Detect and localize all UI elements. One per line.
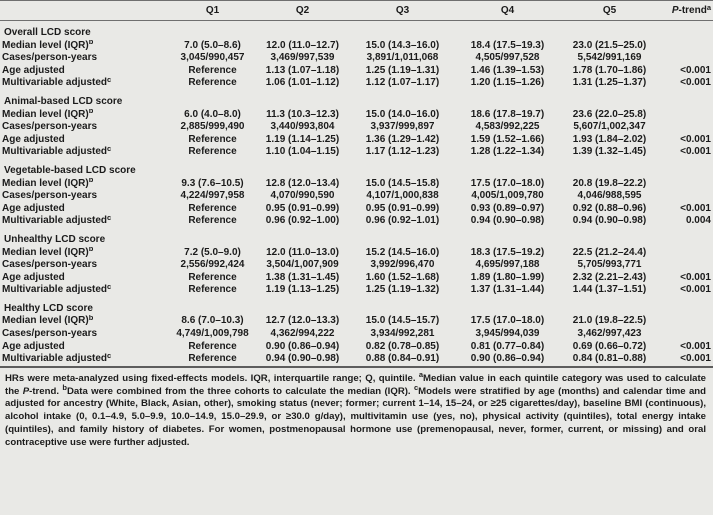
value-cell: 12.7 (12.0–13.3) bbox=[265, 315, 340, 327]
p-trend-cell bbox=[659, 109, 713, 122]
value-cell: 3,937/999,897 bbox=[370, 121, 435, 133]
value-cell: 17.5 (17.0–18.0) bbox=[470, 315, 545, 327]
value-cell: 5,607/1,002,347 bbox=[573, 121, 646, 133]
value-cell: 2.32 (2.21–2.43) bbox=[572, 271, 647, 283]
value-cell: 0.94 (0.90–0.98) bbox=[265, 353, 340, 365]
row-label-superscript: b bbox=[88, 246, 94, 253]
value-cell: 8.6 (7.0–10.3) bbox=[181, 315, 244, 327]
footnote-text: P bbox=[22, 385, 30, 397]
p-trend-cell bbox=[659, 178, 713, 191]
value-cell: 0.96 (0.92–1.00) bbox=[265, 215, 340, 227]
row-label: Age adjusted bbox=[2, 340, 65, 352]
value-cell: 12.0 (11.0–13.0) bbox=[266, 246, 339, 258]
table-row bbox=[0, 247, 713, 260]
p-trend-cell: <0.001 bbox=[680, 284, 711, 296]
value-cell: 3,045/990,457 bbox=[180, 52, 245, 64]
p-trend-cell: <0.001 bbox=[680, 64, 711, 76]
value-cell: 5,542/991,169 bbox=[577, 52, 642, 64]
value-cell: 1.60 (1.52–1.68) bbox=[365, 271, 440, 283]
value-cell: Reference bbox=[188, 202, 237, 214]
section-title: Overall LCD score bbox=[4, 27, 91, 38]
table-row bbox=[0, 109, 713, 122]
value-cell: 18.4 (17.5–19.3) bbox=[470, 39, 545, 51]
row-label: Cases/person-years bbox=[2, 190, 98, 202]
corner-cell bbox=[0, 1, 170, 21]
p-trend-cell bbox=[659, 40, 713, 53]
row-label: Median level (IQR)$^b$ bbox=[0, 40, 170, 53]
value-cell: 0.90 (0.86–0.94) bbox=[265, 340, 340, 352]
value-cell: 1.44 (1.37–1.51) bbox=[572, 284, 647, 296]
value-cell: 1.19 (1.14–1.25) bbox=[265, 133, 340, 145]
value-cell: 1.12 (1.07–1.17) bbox=[365, 77, 440, 89]
value-cell: 4,362/994,222 bbox=[270, 328, 335, 340]
section-title: Healthy LCD score bbox=[4, 302, 93, 314]
row-label: Age adjusted bbox=[2, 202, 65, 214]
row-label: Median level (IQR)$^b$ bbox=[0, 178, 170, 191]
p-trend-cell bbox=[659, 52, 713, 65]
section-title: Vegetable-based LCD score bbox=[4, 164, 136, 176]
value-cell: Reference bbox=[188, 133, 237, 145]
table-row bbox=[0, 284, 713, 297]
value-cell: 1.10 (1.04–1.15) bbox=[265, 146, 340, 158]
value-cell: 3,934/992,281 bbox=[370, 328, 435, 340]
value-cell: 0.69 (0.66–0.72) bbox=[572, 340, 647, 352]
value-cell: 3,504/1,007,909 bbox=[266, 259, 339, 271]
section-title: Animal-based LCD score bbox=[4, 95, 123, 107]
value-cell: 0.82 (0.78–0.85) bbox=[365, 340, 440, 352]
value-cell: 7.2 (5.0–9.0) bbox=[184, 246, 241, 258]
footnote-superscript: b bbox=[62, 383, 67, 393]
value-cell: Reference bbox=[188, 271, 237, 283]
table-head bbox=[0, 1, 713, 21]
value-cell: 4,224/997,958 bbox=[180, 190, 245, 202]
value-cell: 1.38 (1.31–1.45) bbox=[265, 271, 340, 283]
section-row bbox=[0, 297, 713, 316]
value-cell: 1.25 (1.19–1.31) bbox=[365, 64, 440, 76]
footnote-text: Median value in each quintile category was used to calculate the bbox=[5, 372, 706, 397]
value-cell: 1.06 (1.01–1.12) bbox=[265, 77, 340, 89]
footnote-text: Models were stratified by age (months) and calendar time and adjusted for ancestry (White, Black, Asian, other), smoking status (never; former; current 1–14, 15–24, or ≥25 cigarettes/day), baseline BMI (continuous), alcohol intake (0, 0.1–4.9, 5.0–9.9, 10.0–14.9, 15.0–29.9, or ≥30.0 g/day), multivitamin use (yes, no), physical activity (quintiles), total energy intake (quintiles), and family history of diabetes. For women, postmenopausal hormone use (premenopausal, never, former, current, or missing) and oral contraceptive use were further adjusted. bbox=[5, 385, 706, 448]
value-cell: 4,695/997,188 bbox=[475, 259, 540, 271]
value-cell: Reference bbox=[188, 215, 237, 227]
value-cell: 1.59 (1.52–1.66) bbox=[470, 133, 545, 145]
value-cell: 18.3 (17.5–19.2) bbox=[470, 246, 545, 258]
section-title: Unhealthy LCD score bbox=[4, 233, 106, 245]
value-cell: 4,749/1,009,798 bbox=[176, 328, 249, 340]
value-cell: 18.6 (17.8–19.7) bbox=[470, 108, 545, 120]
value-cell: 11.3 (10.3–12.3) bbox=[266, 108, 339, 120]
row-label: Cases/person-years bbox=[2, 328, 98, 340]
value-cell: 15.2 (14.5–16.0) bbox=[365, 246, 440, 258]
value-cell: Reference bbox=[188, 77, 237, 89]
row-label-superscript: c bbox=[107, 284, 112, 291]
value-cell: 3,462/997,423 bbox=[577, 328, 642, 340]
value-cell: 15.0 (14.0–16.0) bbox=[365, 108, 440, 120]
column-header: Q2 bbox=[255, 1, 350, 21]
row-label: Median level (IQR)$^b$ bbox=[0, 315, 170, 328]
row-label: Age adjusted bbox=[2, 133, 65, 145]
column-header-p-trend: P-trend$^a$ bbox=[659, 1, 713, 21]
row-label-superscript: b bbox=[88, 108, 94, 116]
value-cell: 0.88 (0.84–0.91) bbox=[365, 353, 440, 365]
value-cell: 0.93 (0.89–0.97) bbox=[470, 202, 545, 214]
p-trend-cell bbox=[659, 328, 713, 341]
value-cell: 4,505/997,528 bbox=[475, 52, 540, 64]
value-cell: 2,556/992,424 bbox=[180, 259, 245, 271]
p-trend-cell bbox=[659, 315, 713, 328]
p-trend-cell: 0.004 bbox=[685, 215, 711, 227]
table-footnote bbox=[0, 368, 713, 450]
value-cell: Reference bbox=[188, 340, 237, 352]
p-trend-cell: <0.001 bbox=[680, 77, 711, 89]
value-cell: 0.95 (0.91–0.99) bbox=[365, 202, 440, 214]
value-cell: 0.94 (0.90–0.98) bbox=[470, 215, 545, 227]
value-cell: 1.46 (1.39–1.53) bbox=[470, 64, 545, 76]
value-cell: 4,070/990,590 bbox=[270, 190, 335, 202]
value-cell: 4,005/1,009,780 bbox=[471, 190, 544, 202]
value-cell: 1.13 (1.07–1.18) bbox=[265, 64, 340, 76]
value-cell: 15.0 (14.5–15.8) bbox=[365, 177, 440, 189]
value-cell: 21.0 (19.8–22.5) bbox=[572, 315, 647, 327]
value-cell: 1.20 (1.15–1.26) bbox=[470, 77, 545, 89]
table-row bbox=[0, 215, 713, 228]
footnote-text: -trend. bbox=[29, 385, 63, 397]
row-label: Multivariable adjusted$^c$ bbox=[0, 215, 170, 228]
p-trend-superscript: a bbox=[706, 2, 711, 12]
value-cell: 1.31 (1.25–1.37) bbox=[572, 77, 647, 89]
row-label: Median level (IQR)$^b$ bbox=[0, 109, 170, 122]
row-label: Cases/person-years bbox=[2, 121, 98, 133]
footnote-superscript: a bbox=[418, 370, 424, 380]
table-row bbox=[0, 134, 713, 147]
row-label-superscript: b bbox=[88, 315, 94, 322]
value-cell: 12.0 (11.0–12.7) bbox=[266, 39, 339, 51]
row-label: Multivariable adjusted$^c$ bbox=[0, 353, 170, 367]
value-cell: Reference bbox=[188, 64, 237, 76]
row-label-superscript: c bbox=[107, 77, 112, 84]
table-row bbox=[0, 65, 713, 78]
value-cell: 20.8 (19.8–22.2) bbox=[572, 177, 647, 189]
table-row bbox=[0, 272, 713, 285]
value-cell: 5,705/993,771 bbox=[577, 259, 642, 271]
value-cell: 1.28 (1.22–1.34) bbox=[470, 146, 545, 158]
value-cell: 4,107/1,000,838 bbox=[366, 190, 439, 202]
footnote-superscript: c bbox=[413, 383, 419, 393]
value-cell: 1.17 (1.12–1.23) bbox=[365, 146, 440, 158]
row-label: Cases/person-years bbox=[2, 259, 98, 271]
column-header: Q3 bbox=[350, 1, 455, 21]
value-cell: Reference bbox=[188, 146, 237, 158]
value-cell: 15.0 (14.5–15.7) bbox=[365, 315, 440, 327]
table-body bbox=[0, 21, 713, 367]
table-row bbox=[0, 341, 713, 354]
footnote-text: Data were combined from the three cohorts to calculate the median (IQR). bbox=[66, 385, 414, 397]
value-cell: 4,046/988,595 bbox=[577, 190, 642, 202]
p-trend-cell: <0.001 bbox=[680, 146, 711, 158]
value-cell: 3,440/993,804 bbox=[270, 121, 335, 133]
section-row bbox=[0, 90, 713, 109]
row-label: Multivariable adjusted$^c$ bbox=[0, 284, 170, 297]
value-cell: 3,469/997,539 bbox=[270, 52, 335, 64]
p-trend-cell bbox=[659, 259, 713, 272]
column-header: Q1 bbox=[170, 1, 255, 21]
value-cell: 1.93 (1.84–2.02) bbox=[572, 133, 647, 145]
value-cell: 23.6 (22.0–25.8) bbox=[572, 108, 647, 120]
table-row bbox=[0, 315, 713, 328]
section-row bbox=[0, 159, 713, 178]
value-cell: 1.39 (1.32–1.45) bbox=[572, 146, 647, 158]
row-label: Age adjusted bbox=[2, 271, 65, 283]
row-label: Multivariable adjusted$^c$ bbox=[0, 77, 170, 90]
row-label-superscript: b bbox=[88, 177, 94, 185]
row-label-superscript: c bbox=[107, 215, 112, 222]
value-cell: 3,992/996,470 bbox=[370, 259, 435, 271]
row-label: Age adjusted bbox=[2, 64, 65, 76]
row-label-superscript: c bbox=[107, 353, 112, 360]
p-trend-cell: <0.001 bbox=[680, 353, 711, 365]
value-cell: 1.19 (1.13–1.25) bbox=[265, 284, 340, 296]
value-cell: 7.0 (5.0–8.6) bbox=[184, 39, 241, 51]
p-trend-cell: <0.001 bbox=[680, 271, 711, 283]
value-cell: 3,945/994,039 bbox=[475, 328, 540, 340]
value-cell: 1.78 (1.70–1.86) bbox=[572, 64, 647, 76]
value-cell: 0.90 (0.86–0.94) bbox=[470, 353, 545, 365]
column-header: Q4 bbox=[455, 1, 560, 21]
p-trend-cell bbox=[659, 121, 713, 134]
p-trend-cell bbox=[659, 190, 713, 203]
section-row bbox=[0, 228, 713, 247]
table-row bbox=[0, 178, 713, 191]
value-cell: 4,583/992,225 bbox=[475, 121, 540, 133]
p-trend-cell: <0.001 bbox=[680, 340, 711, 352]
value-cell: 1.25 (1.19–1.32) bbox=[365, 284, 440, 296]
table-row bbox=[0, 77, 713, 90]
value-cell: 9.3 (7.6–10.5) bbox=[181, 177, 244, 189]
p-trend-cell bbox=[659, 247, 713, 260]
row-label-superscript: b bbox=[88, 39, 94, 47]
table-row bbox=[0, 146, 713, 159]
value-cell: 12.8 (12.0–13.4) bbox=[265, 177, 340, 189]
column-header: Q5 bbox=[560, 1, 659, 21]
value-cell: Reference bbox=[188, 284, 237, 296]
table-row bbox=[0, 52, 713, 65]
row-label: Multivariable adjusted$^c$ bbox=[0, 146, 170, 159]
table-row bbox=[0, 259, 713, 272]
row-label: Cases/person-years bbox=[2, 52, 98, 64]
value-cell: 23.0 (21.5–25.0) bbox=[572, 39, 647, 51]
table-row bbox=[0, 203, 713, 216]
table-row bbox=[0, 40, 713, 53]
header-row bbox=[0, 1, 713, 21]
section-row bbox=[0, 21, 713, 40]
value-cell: 17.5 (17.0–18.0) bbox=[470, 177, 545, 189]
value-cell: 0.96 (0.92–1.01) bbox=[365, 215, 440, 227]
value-cell: 1.37 (1.31–1.44) bbox=[470, 284, 545, 296]
value-cell: 1.36 (1.29–1.42) bbox=[365, 133, 440, 145]
value-cell: 1.89 (1.80–1.99) bbox=[470, 271, 545, 283]
table-row bbox=[0, 328, 713, 341]
value-cell: Reference bbox=[188, 353, 237, 365]
value-cell: 0.84 (0.81–0.88) bbox=[572, 353, 647, 365]
p-trend-italic: P bbox=[671, 5, 679, 16]
row-label-superscript: c bbox=[107, 146, 112, 153]
table-row bbox=[0, 353, 713, 367]
value-cell: 22.5 (21.2–24.4) bbox=[572, 246, 647, 258]
value-cell: 0.94 (0.90–0.98) bbox=[572, 215, 647, 227]
table-row bbox=[0, 190, 713, 203]
value-cell: 6.0 (4.0–8.0) bbox=[184, 108, 241, 120]
footnote-text: HRs were meta-analyzed using fixed-effects models. IQR, interquartile range; Q, quintile. bbox=[5, 372, 419, 384]
row-label: Median level (IQR)$^b$ bbox=[0, 247, 170, 260]
value-cell: 0.95 (0.91–0.99) bbox=[265, 202, 340, 214]
p-trend-cell: <0.001 bbox=[680, 202, 711, 214]
value-cell: 2,885/999,490 bbox=[180, 121, 245, 133]
p-trend-cell: <0.001 bbox=[680, 133, 711, 145]
value-cell: 0.81 (0.77–0.84) bbox=[470, 340, 545, 352]
value-cell: 15.0 (14.3–16.0) bbox=[365, 39, 440, 51]
value-cell: 0.92 (0.88–0.96) bbox=[572, 202, 647, 214]
table-row bbox=[0, 121, 713, 134]
value-cell: 3,891/1,011,068 bbox=[366, 52, 439, 64]
